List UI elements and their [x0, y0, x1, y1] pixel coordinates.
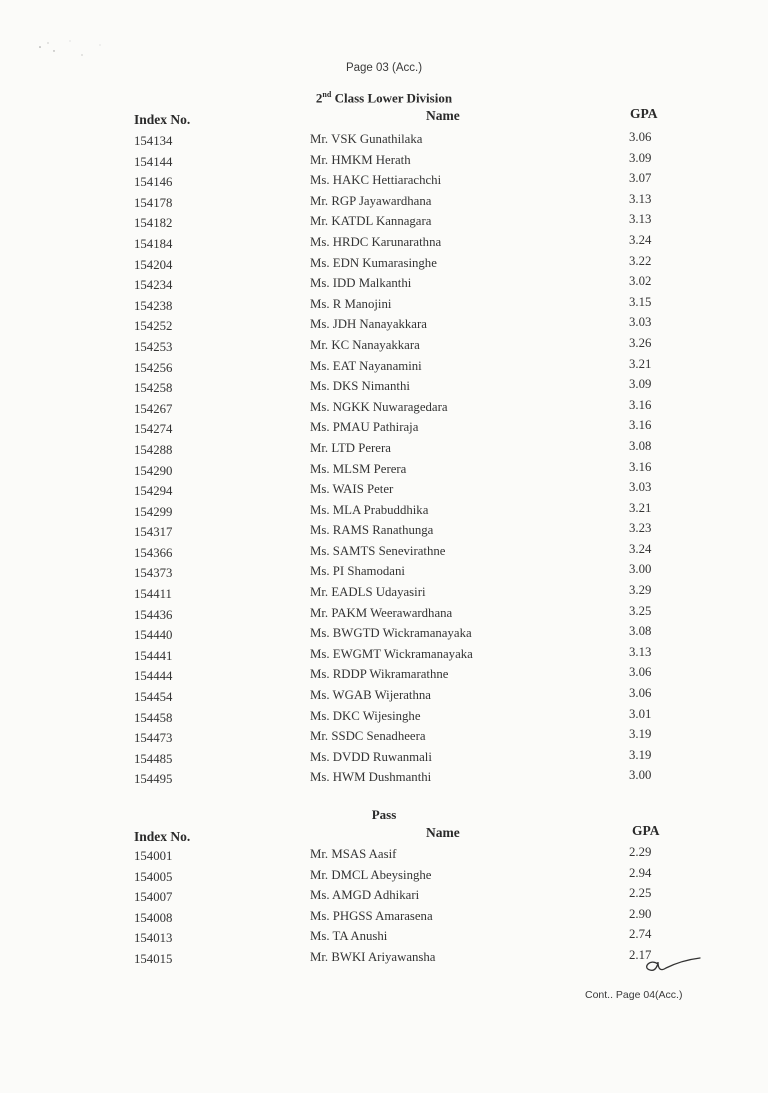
- gpa-cell: 3.16: [629, 397, 652, 412]
- gpa-cell: 3.03: [629, 480, 652, 495]
- table-row: [0, 906, 768, 930]
- gpa-cell: 3.13: [629, 191, 652, 206]
- table-row: [0, 564, 768, 585]
- name-cell: Mr. MSAS Aasif: [310, 847, 397, 861]
- table-row: [0, 929, 768, 950]
- column-header-gpa: GPA: [630, 106, 658, 121]
- index-cell: 154234: [134, 278, 173, 293]
- table-row: [0, 523, 768, 544]
- gpa-cell: 3.21: [629, 356, 652, 371]
- table-row: [0, 191, 768, 215]
- gpa-cell: 3.00: [629, 562, 652, 577]
- column-header-gpa: GPA: [632, 823, 660, 838]
- table-row: [0, 173, 768, 194]
- results-table-lower-division: [0, 132, 768, 791]
- gpa-cell: 3.29: [629, 583, 652, 598]
- gpa-cell: 3.13: [629, 644, 652, 659]
- table-row: [0, 500, 768, 524]
- index-cell: 154182: [134, 216, 173, 231]
- table-row: [0, 276, 768, 297]
- gpa-cell: 2.74: [629, 927, 652, 942]
- index-cell: 154013: [134, 931, 173, 946]
- index-cell: 154440: [134, 628, 173, 643]
- name-cell: Mr. BWKI Ariyawansha: [310, 949, 436, 964]
- table-row: [0, 335, 768, 359]
- name-cell: Ms. RDDP Wikramarathne: [310, 667, 449, 682]
- section-title-pass: Pass: [371, 807, 397, 822]
- gpa-cell: 2.94: [629, 865, 652, 880]
- name-cell: Ms. TA Anushi: [310, 929, 388, 944]
- table-row: [0, 420, 768, 441]
- index-cell: 154299: [134, 504, 173, 519]
- gpa-cell: 3.23: [629, 521, 652, 536]
- index-cell: 154204: [134, 257, 173, 272]
- table-row: [0, 747, 768, 771]
- gpa-cell: 3.25: [629, 603, 652, 618]
- index-cell: 154178: [134, 195, 173, 210]
- index-cell: 154294: [134, 484, 173, 499]
- name-cell: Ms. R Manojini: [310, 296, 392, 311]
- table-row: [0, 317, 768, 338]
- table-row: [0, 888, 768, 909]
- gpa-cell: 3.01: [629, 706, 652, 721]
- table-row: [0, 585, 768, 606]
- index-cell: 154288: [134, 442, 173, 457]
- index-cell: 154252: [134, 319, 173, 334]
- name-cell: Ms. JDH Nanayakkara: [310, 317, 427, 332]
- index-cell: 154454: [134, 690, 173, 705]
- gpa-cell: 3.24: [629, 541, 652, 556]
- index-cell: 154184: [134, 236, 173, 251]
- name-cell: Ms. MLA Prabuddhika: [310, 502, 429, 517]
- gpa-cell: 3.21: [629, 500, 652, 515]
- index-cell: 154485: [134, 751, 173, 766]
- index-cell: 154366: [134, 545, 173, 560]
- table-row: [0, 232, 768, 256]
- name-cell: Mr. RGP Jayawardhana: [310, 193, 432, 208]
- table-row: [0, 214, 768, 235]
- name-cell: Mr. LTD Perera: [310, 440, 391, 455]
- table-row: [0, 438, 768, 462]
- index-cell: 154267: [134, 401, 173, 416]
- gpa-cell: 3.02: [629, 274, 652, 289]
- index-cell: 154238: [134, 298, 173, 313]
- name-cell: Ms. NGKK Nuwaragedara: [310, 399, 448, 414]
- index-cell: 154495: [134, 772, 173, 787]
- name-cell: Ms. HAKC Hettiarachchi: [310, 173, 442, 188]
- name-cell: Mr. SSDC Senadheera: [310, 729, 426, 744]
- table-row: [0, 644, 768, 668]
- index-cell: 154458: [134, 710, 173, 725]
- table-row: [0, 706, 768, 730]
- gpa-cell: 3.07: [629, 171, 652, 186]
- name-cell: Ms. EDN Kumarasinghe: [310, 255, 437, 270]
- gpa-cell: 3.06: [629, 130, 652, 144]
- index-cell: 154256: [134, 360, 173, 375]
- column-header-index: Index No.: [134, 829, 191, 844]
- name-cell: Ms. AMGD Adhikari: [310, 888, 420, 903]
- gpa-cell: 3.09: [629, 377, 652, 392]
- table-row: [0, 770, 768, 791]
- table-row: [0, 379, 768, 400]
- index-cell: 154441: [134, 648, 173, 663]
- table-row: [0, 688, 768, 709]
- gpa-cell: 2.17: [629, 947, 652, 962]
- scan-specks: [30, 35, 120, 65]
- gpa-cell: 2.90: [629, 906, 652, 921]
- signature-mark: [640, 950, 710, 980]
- gpa-cell: 3.15: [629, 294, 652, 309]
- column-header-index: Index No.: [134, 112, 191, 127]
- gpa-cell: 2.29: [629, 845, 652, 859]
- table-row: [0, 729, 768, 750]
- name-cell: Ms. MLSM Perera: [310, 461, 407, 476]
- continuation-note: Cont.. Page 04(Acc.): [585, 989, 683, 1001]
- name-cell: Ms. BWGTD Wickramanayaka: [310, 626, 472, 641]
- gpa-cell: 3.16: [629, 459, 652, 474]
- gpa-cell: 3.19: [629, 747, 652, 762]
- index-cell: 154008: [134, 910, 173, 925]
- table-row: [0, 253, 768, 277]
- name-cell: Ms. EAT Nayanamini: [310, 358, 422, 373]
- page-label: Page 03 (Acc.): [345, 62, 423, 74]
- name-cell: Mr. EADLS Udayasiri: [310, 585, 426, 600]
- gpa-cell: 3.08: [629, 438, 652, 453]
- index-cell: 154274: [134, 422, 173, 437]
- name-cell: Ms. SAMTS Senevirathne: [310, 543, 446, 558]
- index-cell: 154436: [134, 607, 173, 622]
- index-cell: 154144: [134, 154, 173, 169]
- name-cell: Ms. HRDC Karunarathna: [310, 234, 442, 249]
- gpa-cell: 3.08: [629, 624, 652, 639]
- column-header-name: Name: [426, 825, 460, 840]
- table-row: [0, 847, 768, 868]
- name-cell: Ms. PMAU Pathiraja: [310, 420, 419, 435]
- name-cell: Ms. IDD Malkanthi: [310, 276, 412, 291]
- name-cell: Ms. PHGSS Amarasena: [310, 908, 433, 923]
- gpa-cell: 3.03: [629, 315, 652, 330]
- index-cell: 154005: [134, 869, 173, 884]
- table-row: [0, 294, 768, 318]
- gpa-cell: 3.06: [629, 686, 652, 701]
- table-row: [0, 626, 768, 647]
- name-cell: Mr. KC Nanayakkara: [310, 337, 420, 352]
- table-row: [0, 603, 768, 627]
- gpa-cell: 3.09: [629, 150, 652, 165]
- name-cell: Mr. VSK Gunathilaka: [310, 132, 423, 146]
- gpa-cell: 3.24: [629, 232, 652, 247]
- name-cell: Ms. WAIS Peter: [310, 482, 394, 497]
- table-row: [0, 667, 768, 688]
- gpa-cell: 3.26: [629, 335, 652, 350]
- column-header-name: Name: [426, 108, 460, 123]
- gpa-cell: 3.16: [629, 418, 652, 433]
- table-row: [0, 459, 768, 483]
- index-cell: 154317: [134, 525, 173, 540]
- name-cell: Mr. KATDL Kannagara: [310, 214, 432, 229]
- index-cell: 154444: [134, 669, 173, 684]
- name-cell: Ms. RAMS Ranathunga: [310, 523, 434, 538]
- index-cell: 154015: [134, 951, 173, 966]
- gpa-cell: 3.00: [629, 768, 652, 783]
- name-cell: Ms. DVDD Ruwanmali: [310, 749, 432, 764]
- index-cell: 154473: [134, 731, 173, 746]
- table-row: [0, 865, 768, 889]
- section-title-lower-division: 2nd Class Lower Division: [315, 90, 453, 106]
- gpa-cell: 3.06: [629, 665, 652, 680]
- index-cell: 154411: [134, 587, 172, 602]
- index-cell: 154134: [134, 134, 173, 148]
- table-row: [0, 356, 768, 380]
- table-row: [0, 482, 768, 503]
- gpa-cell: 3.13: [629, 212, 652, 227]
- name-cell: Ms. WGAB Wijerathna: [310, 688, 431, 703]
- gpa-cell: 2.25: [629, 886, 652, 901]
- index-cell: 154001: [134, 849, 173, 863]
- name-cell: Ms. EWGMT Wickramanayaka: [310, 646, 473, 661]
- name-cell: Ms. DKS Nimanthi: [310, 379, 410, 394]
- index-cell: 154290: [134, 463, 173, 478]
- name-cell: Ms. HWM Dushmanthi: [310, 770, 432, 785]
- table-row: [0, 397, 768, 421]
- name-cell: Mr. HMKM Herath: [310, 152, 411, 167]
- table-row: [0, 150, 768, 174]
- name-cell: Mr. PAKM Weerawardhana: [310, 605, 453, 620]
- name-cell: Mr. DMCL Abeysinghe: [310, 867, 432, 882]
- gpa-cell: 3.19: [629, 727, 652, 742]
- index-cell: 154007: [134, 890, 173, 905]
- table-row: [0, 132, 768, 153]
- index-cell: 154258: [134, 381, 173, 396]
- name-cell: Ms. PI Shamodani: [310, 564, 405, 579]
- index-cell: 154373: [134, 566, 173, 581]
- table-row: [0, 541, 768, 565]
- index-cell: 154146: [134, 175, 173, 190]
- gpa-cell: 3.22: [629, 253, 652, 268]
- name-cell: Ms. DKC Wijesinghe: [310, 708, 421, 723]
- index-cell: 154253: [134, 339, 173, 354]
